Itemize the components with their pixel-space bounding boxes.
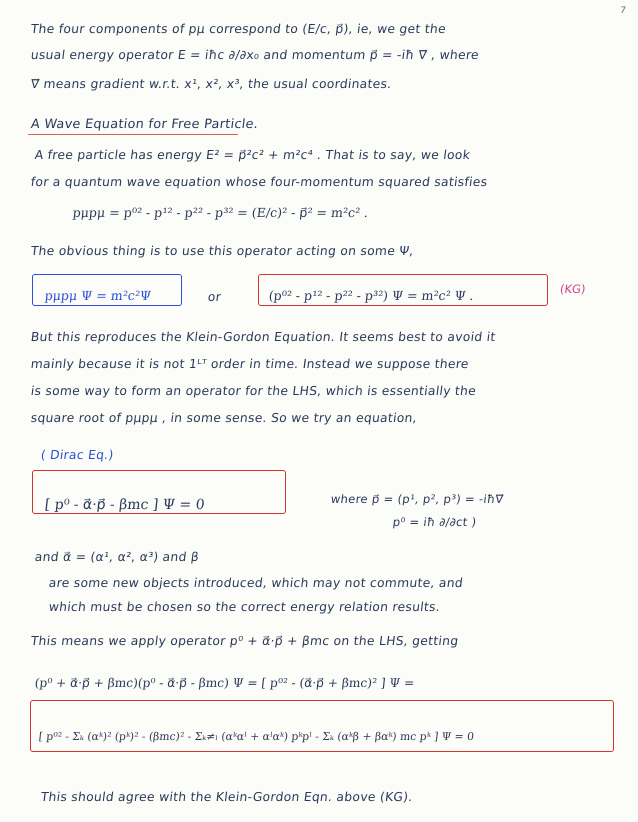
equation-expansion: (p⁰ + α⃗·p⃗ + βmc)(p⁰ - α⃗·p⃗ - βmc) Ψ = [ p⁰² - (α⃗·p⃗ + βmc)² ] Ψ = [34,676,415,690]
equation-dirac: [ p⁰ - α⃗·p⃗ - βmc ] Ψ = 0 [44,497,206,513]
paragraph-line: are some new objects introduced, which may not commute, and [48,576,464,590]
paragraph-line: usual energy operator E = iħc ∂/∂x₀ and momentum p⃗ = -iħ ∇⃗ , where [30,48,480,62]
heading-underline [28,134,238,135]
paragraph-line: ∇⃗ means gradient w.r.t. x¹, x², x³, the usual coordinates. [30,77,393,91]
paragraph-line: for a quantum wave equation whose four-momentum squared satisfies [30,175,489,189]
where-line: where p⃗ = (p¹, p², p³) = -iħ∇⃗ [330,492,505,506]
section-heading: A Wave Equation for Free Particle. [30,117,260,132]
paragraph-line: mainly because it is not 1ᴸᵀ order in time. Instead we suppose there [30,357,470,371]
or-label: or [207,290,222,304]
paragraph-line: and α⃗ = (α¹, α², α³) and β [34,550,200,564]
paragraph-line: But this reproduces the Klein-Gordon Equation. It seems best to avoid it [30,330,497,344]
paragraph-line: A free particle has energy E² = p⃗²c² + m²c⁴ . That is to say, we look [34,148,471,162]
boxed-equation-final [30,700,614,752]
paragraph-line: square root of pμpμ , in some sense. So we try an equation, [30,411,418,425]
equation-kg-operator: pμpμ Ψ = m²c²Ψ [44,288,152,303]
equation-kg-components: (p⁰² - p¹² - p²² - p³²) Ψ = m²c² Ψ . [268,288,475,303]
dirac-equation-label: ( Dirac Eq.) [40,448,115,462]
paragraph-line: The obvious thing is to use this operator acting on some Ψ, [30,244,415,258]
page-number: 7 [619,6,627,16]
equation-momentum-squared: pμpμ = p⁰² - p¹² - p²² - p³² = (E/c)² - p⃗² = m²c² . [72,205,369,220]
paragraph-line: which must be chosen so the correct energy relation results. [48,600,441,614]
equation-final: [ p⁰² - Σₖ (αᵏ)² (pᵏ)² - (βmc)² - Σₖ≠ₗ (αᵏαˡ + αˡαᵏ) pᵏpˡ - Σₖ (αᵏβ + βαᵏ) mc pᵏ ] Ψ = 0 [38,730,475,743]
where-line: p⁰ = iħ ∂/∂ct ) [392,515,478,529]
kg-tag: (KG) [559,282,587,296]
paragraph-line: is some way to form an operator for the LHS, which is essentially the [30,384,477,398]
paragraph-line: The four components of pμ correspond to (E/c, p⃗), ie, we get the [30,22,447,36]
paragraph-line: This means we apply operator p⁰ + α⃗·p⃗ + βmc on the LHS, getting [30,634,460,648]
paragraph-line: This should agree with the Klein-Gordon Eqn. above (KG). [40,790,414,804]
